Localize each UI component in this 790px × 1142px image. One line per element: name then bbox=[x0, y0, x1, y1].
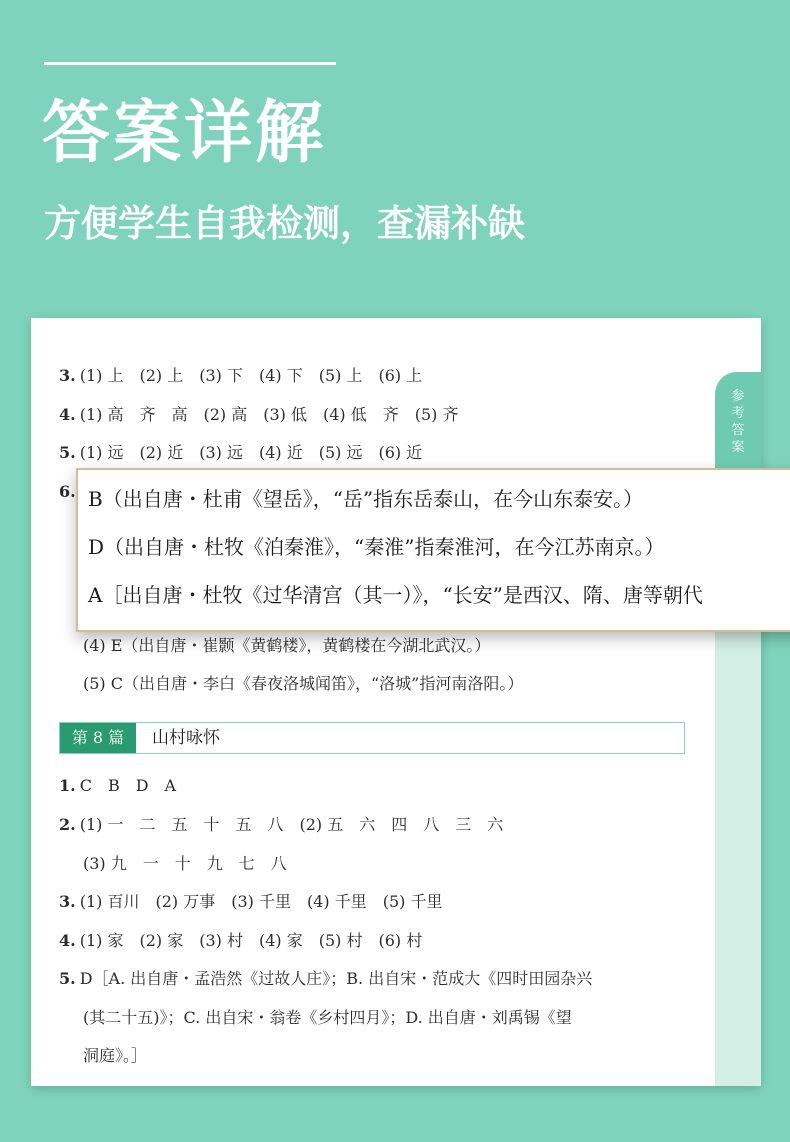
question-number: 5. bbox=[59, 969, 76, 988]
answer-line bbox=[83, 636, 490, 656]
question-number: 4. bbox=[59, 405, 76, 424]
answer-line bbox=[59, 969, 592, 989]
answer-line bbox=[59, 931, 422, 951]
question-number: 2. bbox=[59, 815, 76, 834]
side-tab-char: 答 bbox=[731, 423, 745, 438]
question-number: 4. bbox=[59, 931, 76, 950]
top-divider bbox=[44, 62, 336, 65]
answer-line bbox=[59, 443, 422, 463]
answer-text: (1) 一 二 五 十 五 八 (2) 五 六 四 八 三 六 bbox=[79, 815, 504, 834]
answer-text: (1) 家 (2) 家 (3) 村 (4) 家 (5) 村 (6) 村 bbox=[79, 931, 423, 950]
answer-text: (4) E（出自唐・崔颢《黄鹤楼》，黄鹤楼在今湖北武汉。） bbox=[83, 636, 491, 655]
answer-line bbox=[83, 1008, 572, 1028]
answer-line bbox=[83, 674, 523, 694]
answer-line bbox=[59, 892, 442, 912]
question-number: 1. bbox=[59, 776, 76, 795]
answer-page bbox=[31, 318, 761, 1086]
answer-line bbox=[83, 854, 287, 874]
section-label: 第 8 篇 bbox=[60, 723, 136, 753]
answer-line bbox=[59, 405, 458, 425]
answer-text: D［A. 出自唐・孟浩然《过故人庄》；B. 出自宋・范成大《四时田园杂兴 bbox=[79, 969, 593, 988]
question-number: 6. bbox=[59, 482, 76, 501]
question-number: 3. bbox=[59, 366, 76, 385]
callout-line: D（出自唐・杜牧《泊秦淮》，“秦淮”指秦淮河，在今江苏南京。） bbox=[88, 535, 665, 559]
banner-subhead: 方便学生自我检测，查漏补缺 bbox=[44, 202, 525, 245]
answer-line bbox=[83, 1046, 147, 1066]
answer-text: (1) 远 (2) 近 (3) 远 (4) 近 (5) 远 (6) 近 bbox=[79, 443, 423, 462]
answer-text: (5) C（出自唐・李白《春夜洛城闻笛》，“洛城”指河南洛阳。） bbox=[83, 674, 524, 693]
answer-text: (1) 高 齐 高 (2) 高 (3) 低 (4) 低 齐 (5) 齐 bbox=[79, 405, 459, 424]
answer-text: 洞庭》。］ bbox=[83, 1046, 148, 1065]
answer-line bbox=[59, 776, 176, 796]
section-header bbox=[59, 722, 685, 754]
side-tab-reference-answers bbox=[715, 372, 761, 472]
answer-line bbox=[59, 366, 422, 386]
side-tab-char: 参 bbox=[731, 389, 745, 404]
answer-text: (3) 九 一 十 九 七 八 bbox=[83, 854, 287, 873]
callout-line: A［出自唐・杜牧《过华清宫（其一）》，“长安”是西汉、隋、唐等朝代 bbox=[88, 583, 703, 607]
side-tab-char: 案 bbox=[731, 440, 745, 455]
banner-headline: 答案详解 bbox=[42, 94, 327, 173]
magnified-answer-callout bbox=[76, 468, 790, 632]
answer-text: (1) 上 (2) 上 (3) 下 (4) 下 (5) 上 (6) 上 bbox=[79, 366, 423, 385]
answer-text: C B D A bbox=[79, 776, 177, 795]
question-number: 5. bbox=[59, 443, 76, 462]
side-tab-char: 考 bbox=[731, 406, 745, 421]
answer-line bbox=[59, 815, 503, 835]
question-number: 3. bbox=[59, 892, 76, 911]
answer-text: (1) 百川 (2) 万事 (3) 千里 (4) 千里 (5) 千里 bbox=[79, 892, 443, 911]
section-title: 山村咏怀 bbox=[152, 728, 220, 748]
callout-line: B（出自唐・杜甫《望岳》，“岳”指东岳泰山，在今山东泰安。） bbox=[88, 487, 644, 511]
answer-text: (其二十五)》；C. 出自宋・翁卷《乡村四月》；D. 出自唐・刘禹锡《望 bbox=[83, 1008, 572, 1027]
